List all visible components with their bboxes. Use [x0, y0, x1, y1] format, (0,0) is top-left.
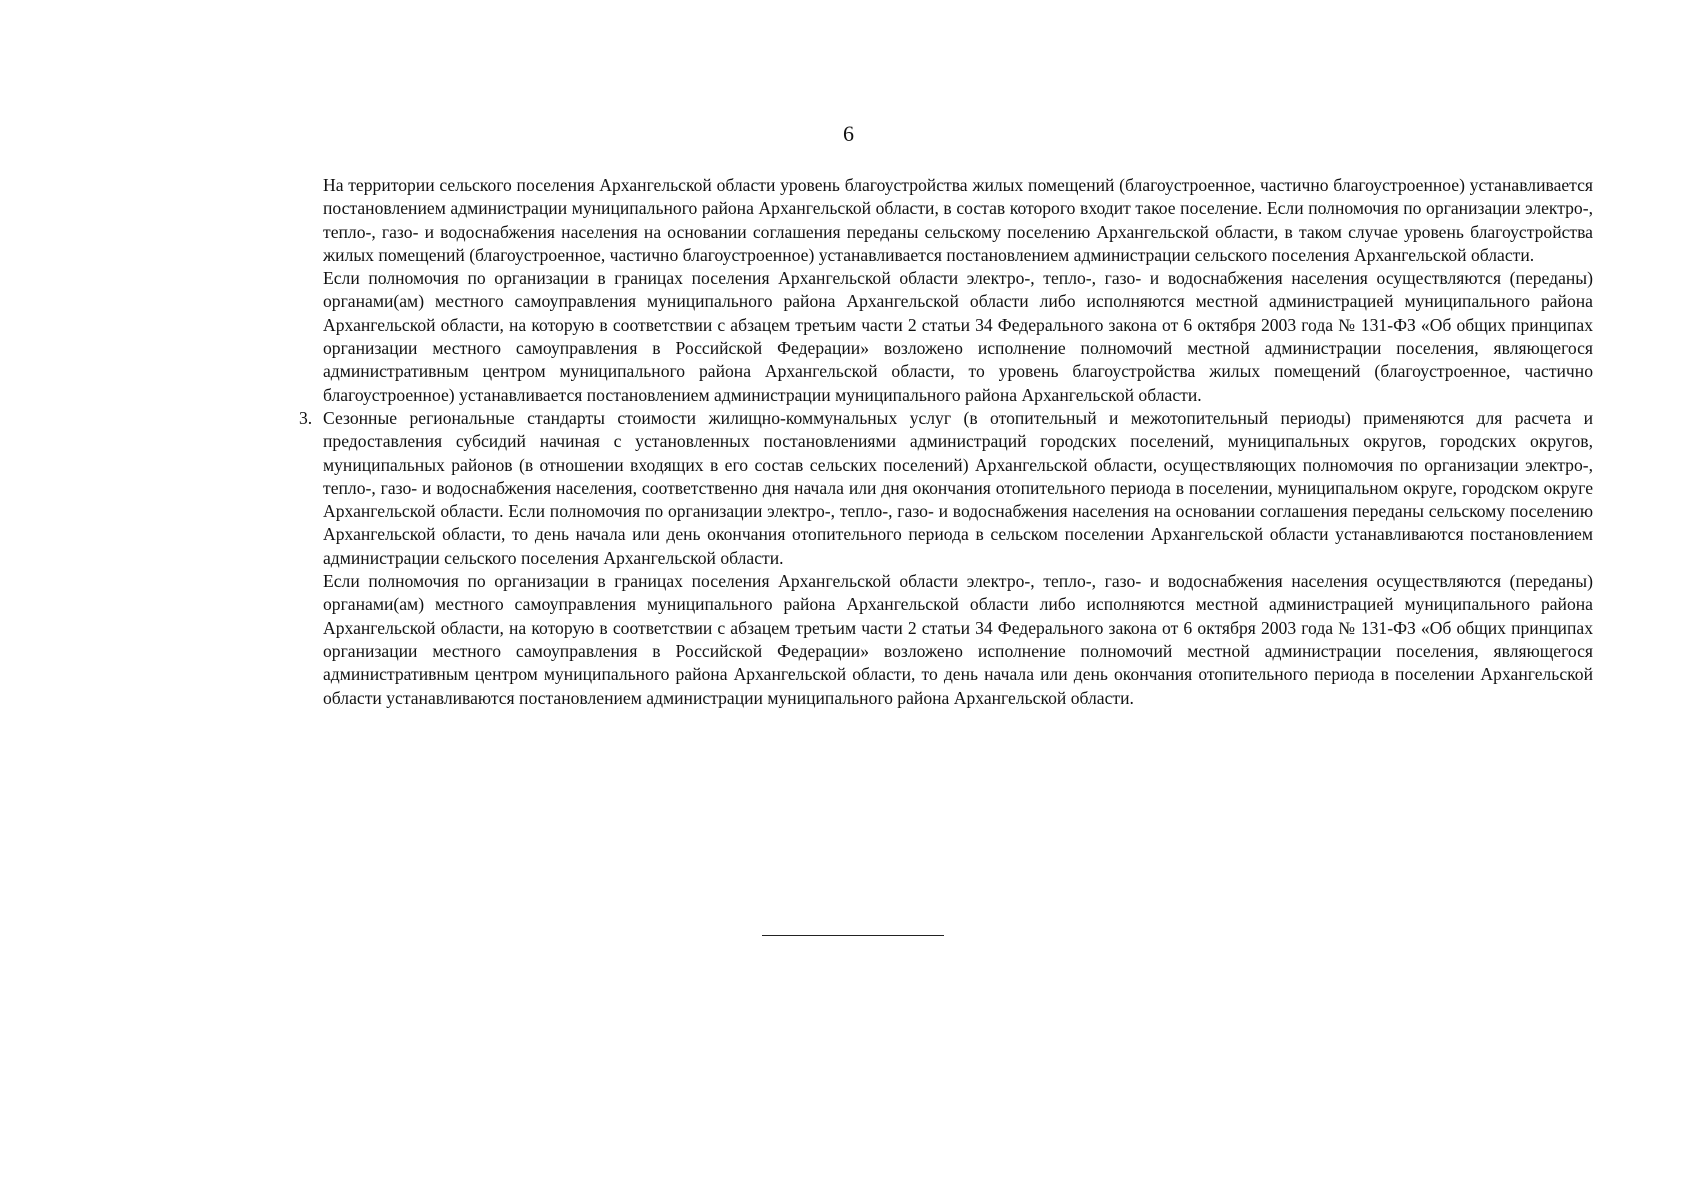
document-body — [299, 174, 1593, 710]
end-separator-line — [762, 935, 944, 936]
paragraph-heating-period-municipal-district: Если полномочия по организации в границах поселения Архангельской области электро-, тепло-, газо- и водоснабжения населения осуществляются (переданы) органами(ам) местного самоуправления муниципального района Архангельской области либо исполняются местной администрацией муниципального района Архангельской области, на которую в соответствии с абзацем третьим части 2 статьи 34 Федерального закона от 6 октября 2003 года № 131-ФЗ «Об общих принципах организации местного самоуправления в Российской Федерации» возложено исполнение полномочий местной администрации поселения, являющегося административным центром муниципального района Архангельской области, то день начала или день окончания отопительного периода в поселении Архангельской области устанавливаются постановлением администрации муниципального района Архангельской области. — [323, 571, 1593, 708]
numbered-item-3 — [299, 407, 1593, 570]
paragraph-seasonal-standards: Сезонные региональные стандарты стоимости жилищно-коммунальных услуг (в отопительный и межотопительный периоды) применяются для расчета и предоставления субсидий начиная с установленных постановлениями администраций городских поселений, муниципальных округов, городских округов, муниципальных районов (в отношении входящих в его состав сельских поселений) Архангельской области, осуществляющих полномочия по организации электро-, тепло-, газо- и водоснабжения населения, соответственно дня начала или дня окончания отопительного периода в поселении, муниципальном округе, городском округе Архангельской области. Если полномочия по организации электро-, тепло-, газо- и водоснабжения населения на основании соглашения переданы сельскому поселению Архангельской области, то день начала или день окончания отопительного периода в сельском поселении Архангельской области устанавливаются постановлением администрации сельского поселения Архангельской области. — [323, 407, 1593, 568]
paragraph-amenity-municipal-district: Если полномочия по организации в границах поселения Архангельской области электро-, тепло-, газо- и водоснабжения населения осуществляются (переданы) органами(ам) местного самоуправления муниципального района Архангельской области либо исполняются местной администрацией муниципального района Архангельской области, на которую в соответствии с абзацем третьим части 2 статьи 34 Федерального закона от 6 октября 2003 года № 131-ФЗ «Об общих принципах организации местного самоуправления в Российской Федерации» возложено исполнение полномочий местной администрации поселения, являющегося административным центром муниципального района Архангельской области, то уровень благоустройства жилых помещений (благоустроенное, частично благоустроенное) устанавливается постановлением администрации муниципального района Архангельской области. — [323, 268, 1593, 405]
paragraph-rural-settlement-amenity: На территории сельского поселения Архангельской области уровень благоустройства жилых помещений (благоустроенное, частично благоустроенное) устанавливается постановлением администрации муниципального района Архангельской области, в состав которого входит такое поселение. Если полномочия по организации электро-, тепло-, газо- и водоснабжения населения на основании соглашения переданы сельскому поселению Архангельской области, в таком случае уровень благоустройства жилых помещений (благоустроенное, частично благоустроенное) устанавливается постановлением администрации сельского поселения Архангельской области. — [323, 175, 1593, 265]
page-number: 6 — [843, 121, 854, 146]
item-number: 3. — [299, 407, 313, 428]
